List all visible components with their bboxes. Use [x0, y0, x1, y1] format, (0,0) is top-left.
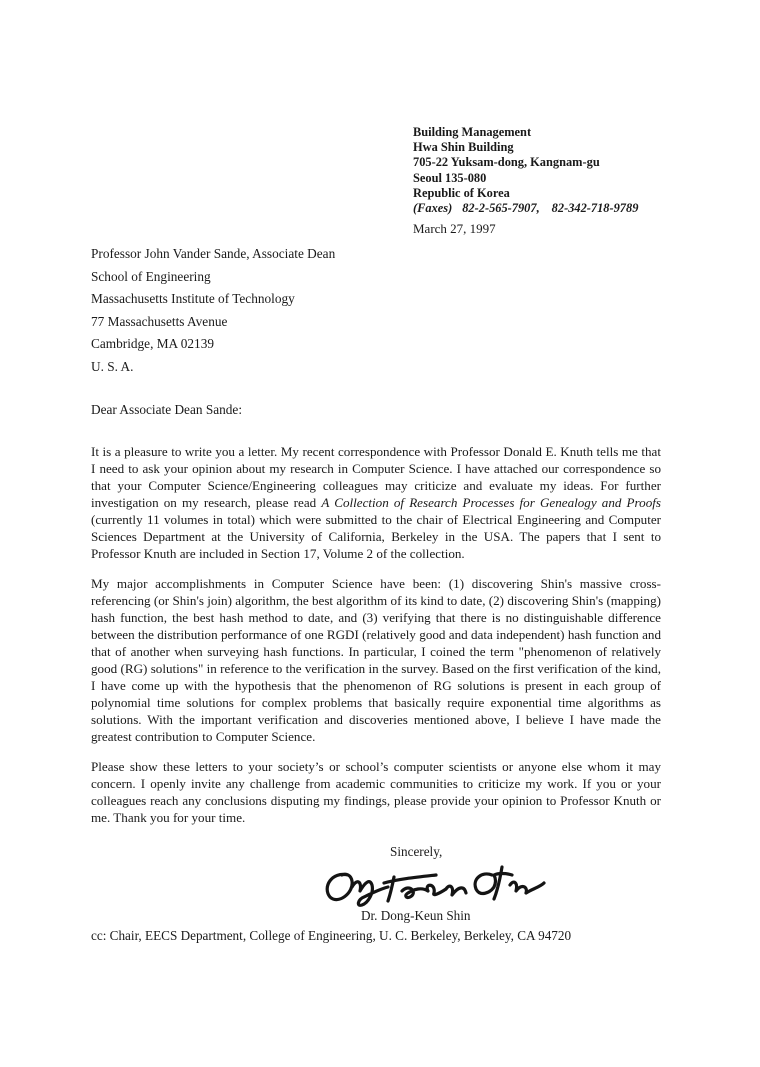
letter-date: March 27, 1997: [413, 221, 496, 236]
collection-title: A Collection of Research Processes for Genealogy and Proofs: [321, 495, 661, 510]
recipient-line-6: U. S. A.: [91, 358, 134, 374]
fax-number-1: 82-2-565-7907,: [462, 201, 540, 216]
sender-line-3: 705-22 Yuksam-dong, Kangnam-gu: [413, 155, 600, 170]
recipient-line-1: Professor John Vander Sande, Associate Dean: [91, 246, 336, 261]
sender-fax-line: [413, 201, 638, 216]
paragraph-1-text-a: It is a pleasure to write you a letter. My recent correspondence with Professor Donald E. Knuth tells me that I need to ask your opinion about my research in Computer Science. I have attached our correspondence so that your Computer Science/Engineering colleagues may criticize and evaluate my ideas. For further investigation on my research, please read: [91, 444, 661, 510]
cc-line: cc: Chair, EECS Department, College of Engineering, U. C. Berkeley, Berkeley, CA 94720: [91, 928, 572, 943]
recipient-line-4: 77 Massachusetts Avenue: [91, 313, 228, 329]
body-paragraph-1: [91, 443, 661, 562]
sender-line-5: Republic of Korea: [413, 185, 510, 200]
closing: Sincerely,: [390, 844, 443, 859]
body-paragraph-2: My major accomplishments in Computer Science have been: (1) discovering Shin's massive cross-referencing (or Shin's join) algorithm, the best algorithm of its kind to date, (2) discovering Shin's (mapping) hash function, the best hash method to date, and (3) verifying that there is no distinguishable difference between the distribution performance of one RGDI (relatively good and data independent) hash function and that of another when surveying hash functions. In particular, I coined the term "phenomenon of relatively good (RG) solutions" in reference to the verification in the survey. Based on the first verification of the kind, I have come up with the hypothesis that the phenomenon of RG solutions is present in each group of polynomial time solutions for complex problems that basically require exponential time algorithms as solutions. With the important verification and discoveries mentioned above, I believe I have made the greatest contribution to Computer Science.: [91, 576, 661, 744]
recipient-line-2: School of Engineering: [91, 268, 211, 284]
salutation: Dear Associate Dean Sande:: [91, 402, 243, 417]
body-paragraph-3: Please show these letters to your society’s or school’s computer scientists or anyone else whom it may concern. I openly invite any challenge from academic communities to criticize my work. If you or your colleagues reach any conclusions disputing my findings, please provide your opinion to Professor Knuth or me. Thank you for your time.: [91, 759, 661, 825]
fax-number-2: 82-342-718-9789: [551, 201, 639, 216]
recipient-line-5: Cambridge, MA 02139: [91, 336, 214, 352]
signer-name: Dr. Dong-Keun Shin: [361, 908, 471, 923]
sender-line-4: Seoul 135-080: [413, 170, 487, 185]
paragraph-1-text-b: (currently 11 volumes in total) which were submitted to the chair of Electrical Engineering and Computer Sciences Department at the University of California, Berkeley in the USA. The papers that I sent to Professor Knuth are included in Section 17, Volume 2 of the collection.: [91, 512, 661, 561]
recipient-address-block: [91, 243, 335, 379]
fax-label: (Faxes): [413, 201, 453, 216]
sender-address-block: [413, 125, 638, 216]
sender-line-2: Hwa Shin Building: [413, 140, 514, 155]
recipient-line-3: Massachusetts Institute of Technology: [91, 291, 295, 307]
sender-line-1: Building Management: [413, 125, 532, 139]
handwritten-signature: [318, 853, 548, 915]
